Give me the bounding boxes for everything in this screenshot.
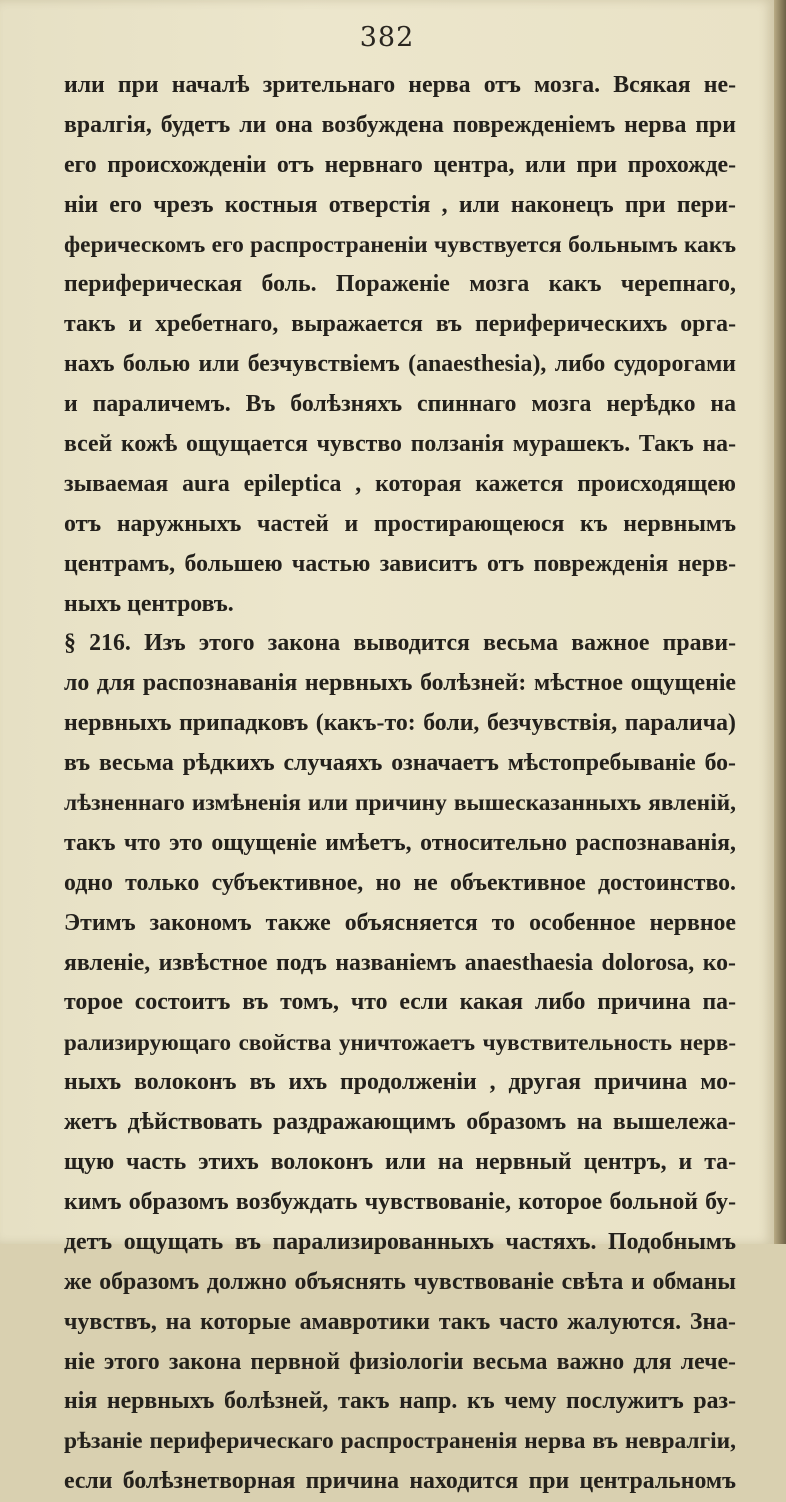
- text-line: рализирующаго свойства уничтожаетъ чувствительность нерв-: [64, 1030, 736, 1056]
- text-line: ло для распознаванія нервныхъ болѣзней: мѣстное ощущеніе: [64, 670, 736, 697]
- text-line: Этимъ закономъ также объясняется то особенное нервное: [64, 909, 736, 936]
- text-line: зываемая aura epileptica , которая кажется происходящею: [64, 470, 736, 497]
- text-line: же образомъ должно объяснять чувствованіе свѣта и обманы: [64, 1268, 736, 1295]
- body-text: [64, 66, 736, 1502]
- text-line: периферическая боль. Пораженіе мозга какъ черепнаго,: [64, 271, 736, 298]
- text-line: ферическомъ его распространеніи чувствуется больнымъ какъ: [64, 231, 736, 258]
- text-line: и параличемъ. Въ болѣзняхъ спиннаго мозга нерѣдко на: [64, 391, 736, 418]
- text-line: отъ наружныхъ частей и простирающеюся къ нервнымъ: [64, 510, 736, 537]
- text-line: если болѣзнетворная причина находится при центральномъ: [64, 1468, 736, 1495]
- text-line: или при началѣ зрительнаго нерва отъ мозга. Всякая не-: [64, 72, 736, 98]
- text-line: одно только субъективное, но не объективное достоинство.: [64, 869, 736, 896]
- text-line: детъ ощущать въ парализированныхъ частяхъ. Подобнымъ: [64, 1228, 736, 1255]
- text-line: такъ что это ощущеніе имѣетъ, относительно распознаванія,: [64, 829, 736, 856]
- text-line: жетъ дѣйствовать раздражающимъ образомъ на вышележа-: [64, 1109, 736, 1136]
- text-line: чувствъ, на которые амавротики такъ часто жалуются. Зна-: [64, 1308, 736, 1335]
- text-line: въ весьма рѣдкихъ случаяхъ означаетъ мѣстопребываніе бо-: [64, 750, 736, 777]
- text-line: ныхъ центровъ.: [64, 590, 234, 617]
- text-line: ныхъ волоконъ въ ихъ продолженіи , другая причина мо-: [64, 1069, 736, 1096]
- text-line: кимъ образомъ возбуждать чувствованіе, которое больной бу-: [64, 1188, 736, 1215]
- page-number: 382: [359, 22, 415, 53]
- text-line: нахъ болью или безчувствіемъ (anaesthesia), либо судорогами: [64, 351, 736, 378]
- text-line: § 216. Изъ этого закона выводится весьма важное прави-: [64, 630, 736, 657]
- text-line: ніе этого закона первной физіологіи весьма важно для лече-: [64, 1348, 736, 1375]
- text-line: вралгія, будетъ ли она возбуждена поврежденіемъ нерва при: [64, 111, 736, 138]
- text-line: торое состоитъ въ томъ, что если какая либо причина па-: [64, 989, 736, 1016]
- page-edge: [774, 0, 786, 1244]
- text-line: такъ и хребетнаго, выражается въ периферическихъ орга-: [64, 311, 736, 338]
- text-line: ніи его чрезъ костныя отверстія , или наконецъ при пери-: [64, 191, 736, 218]
- text-line: лѣзненнаго измѣненія или причину вышесказанныхъ явленій,: [64, 790, 736, 817]
- text-line: его происхожденіи отъ нервнаго центра, или при прохожде-: [64, 151, 736, 178]
- text-line: нервныхъ припадковъ (какъ-то: боли, безчувствія, паралича): [64, 710, 736, 737]
- text-line: явленіе, извѣстное подъ названіемъ anaesthaesia dolorosa, ко-: [64, 949, 736, 976]
- text-line: рѣзаніе периферическаго распространенія нерва въ невралгіи,: [64, 1428, 736, 1455]
- text-line: всей кожѣ ощущается чувство ползанія мурашекъ. Такъ на-: [64, 431, 736, 458]
- text-line: щую часть этихъ волоконъ или на нервный центръ, и та-: [64, 1149, 736, 1176]
- text-line: центрамъ, большею частью зависитъ отъ поврежденія нерв-: [64, 550, 736, 577]
- text-line: нія нервныхъ болѣзней, такъ напр. къ чему послужитъ раз-: [64, 1388, 736, 1415]
